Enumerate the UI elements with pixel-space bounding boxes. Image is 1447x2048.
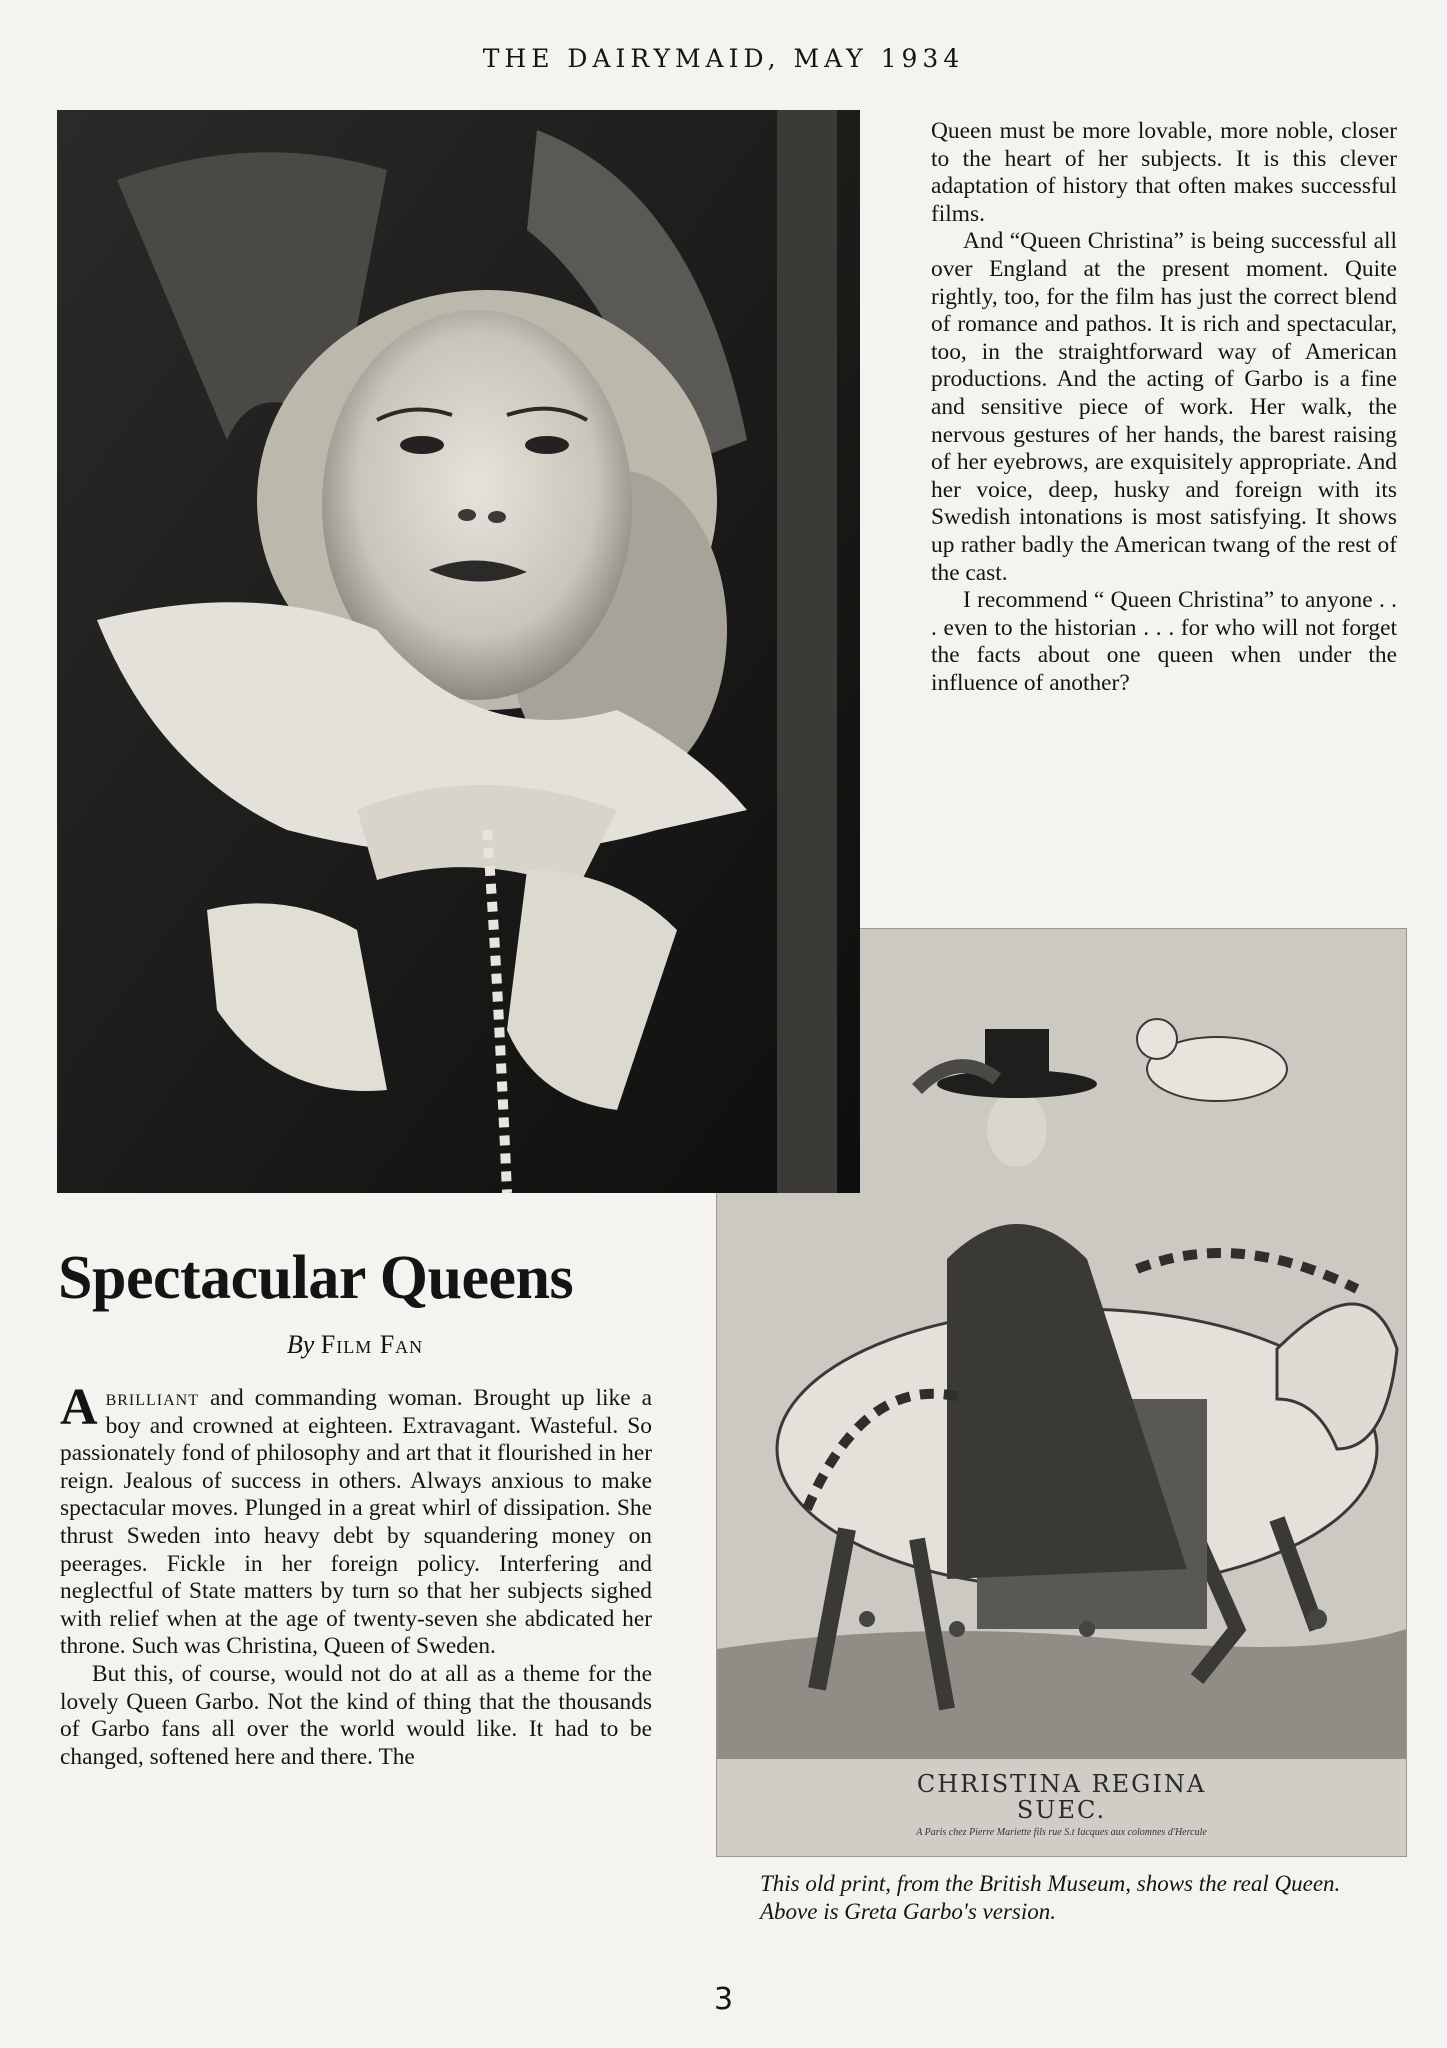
- left-text-column: [60, 1379, 652, 1771]
- engraving-title-line2: SUEC.: [1016, 1796, 1107, 1824]
- continued-paragraph: Queen must be more lovable, more noble, closer to the heart of her subjects. It is this clever adaptation of history that often makes successful films.: [931, 118, 1397, 227]
- lead-paragraph: [60, 1379, 652, 1661]
- engraving-imprint: A Paris chez Pierre Mariette fils rue S.t Iacques aux colomnes d'Hercule: [916, 1827, 1207, 1838]
- right-text-column: [931, 118, 1397, 697]
- byline: [58, 1330, 652, 1360]
- body-paragraph: But this, of course, would not do at all as a theme for the lovely Queen Garbo. Not the kind of thing that the thousands of Garbo fans all over the world would like. It had to be changed, softened here and there. The: [60, 1660, 652, 1770]
- lead-text: and commanding woman. Brought up like a boy and crowned at eighteen. Extravagant. Wasteful. So passionately fond of philosophy and art that it flourished in her reign. Jealous of success in others. Always anxious to make spectacular moves. Plunged in a great whirl of dissipation. She thrust Sweden into heavy debt by squandering money on peerages. Fickle in her foreign policy. Interfering and neglectful of State matters by turn so that her subjects sighed with relief when at the age of twenty-seven she abdicated her throne. Such was Christina, Queen of Sweden.: [60, 1385, 652, 1660]
- running-header: THE DAIRYMAID, MAY 1934: [482, 44, 965, 73]
- byline-author: Film Fan: [320, 1330, 424, 1359]
- article-headline: Spectacular Queens: [58, 1244, 574, 1312]
- body-paragraph: And “Queen Christina” is being successful all over England at the present moment. Quite rightly, too, for the film has just the correct blend of romance and pathos. It is rich and spectacular, too, in the straightforward way of American productions. And the acting of Garbo is a fine and sensitive piece of work. Her walk, the nervous gestures of her hands, the barest raising of her eyebrows, are exquisitely appropriate. And her voice, deep, husky and foreign with its Swedish intonations is most satisfying. It shows up rather badly the American twang of the rest of the cast.: [931, 228, 1397, 586]
- engraving-title-line1: CHRISTINA REGINA: [916, 1770, 1207, 1798]
- drop-cap: A: [60, 1379, 98, 1436]
- image-caption: This old print, from the British Museum, shows the real Queen. Above is Greta Garbo's version.: [760, 1871, 1341, 1924]
- lead-smallcaps: brilliant: [105, 1385, 199, 1411]
- byline-prefix: By: [286, 1330, 315, 1359]
- garbo-portrait-photo: [57, 110, 860, 1193]
- page-number: 3: [713, 1982, 734, 2017]
- body-paragraph: I recommend “ Queen Christina” to anyone . . . even to the historian . . . for who will not forget the facts about one queen when under the influence of another?: [931, 587, 1397, 696]
- portrait-photo-icon: [57, 110, 860, 1193]
